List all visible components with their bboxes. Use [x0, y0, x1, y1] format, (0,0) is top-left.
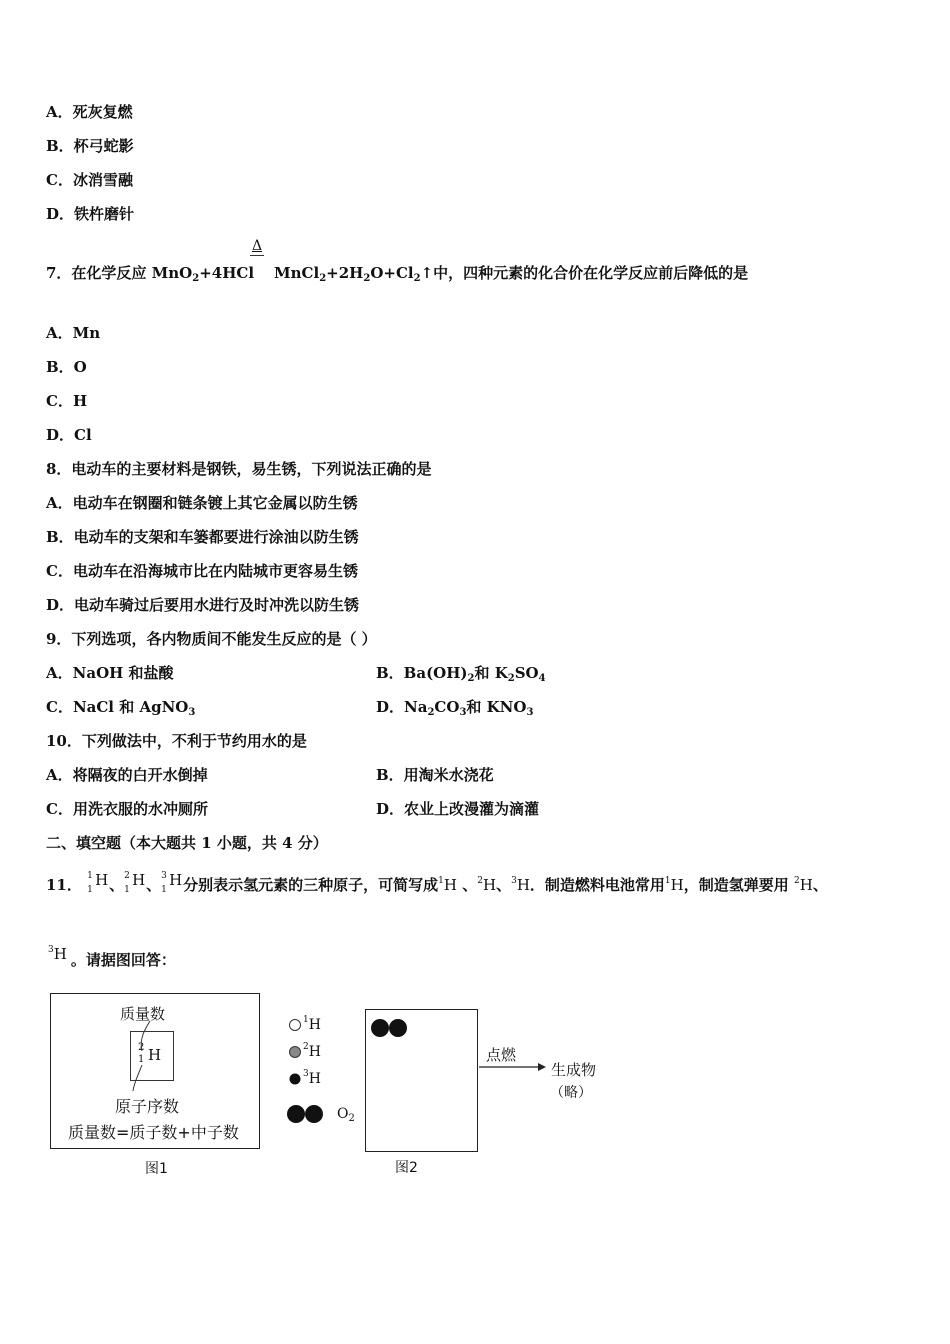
q7-option-c: C．H [46, 392, 88, 410]
q10-stem: 10．下列做法中，不利于节约用水的是 [46, 732, 307, 750]
q7-option-b: B．O [46, 358, 87, 376]
q10-option-a: A．将隔夜的白开水倒掉 [46, 766, 208, 784]
isotope-h1: 1 1 H [87, 871, 109, 895]
fig1-pointer-lines [115, 1015, 165, 1095]
fig1-nuclide-box: 2 1 H [130, 1031, 174, 1081]
q11-stem: 11． 1 1 H 、 2 1 H 、 3 1 H 分别表示氢元素的三种原子，可简写成$^1$H 、$^2$H、$^3$H．制造燃料电池常用$^1$H，制造氢弹要用 $^2$H、 [46, 871, 828, 895]
isotope-h3: 3 1 H [161, 871, 183, 895]
fig1-formula: 质量数=质子数+中子数 [68, 1123, 239, 1142]
product-note: （略） [550, 1085, 592, 1101]
o2-molecule-icon [287, 1105, 305, 1123]
legend-o2: $O_2$ [337, 1106, 355, 1124]
q8-option-b: B．电动车的支架和车篓都要进行涂油以防生锈 [46, 528, 359, 546]
q10-option-b: B．用淘米水浇花 [376, 766, 494, 784]
section-heading: 二、填空题（本大题共 1 小题，共 4 分） [46, 834, 328, 852]
q6-option-d: D．铁杵磨针 [46, 205, 135, 223]
q11-continuation: $^3$H 。请据图回答： [48, 945, 176, 969]
q7-option-d: D．Cl [46, 426, 92, 444]
q9-option-a: A．NaOH 和盐酸 [46, 664, 174, 682]
q9-option-d: D．$Na_2CO_3$和 $KNO_3$ [376, 698, 534, 718]
fig1-atomic-label: 原子序数 [115, 1097, 180, 1116]
arrow-label: 点燃 [486, 1046, 517, 1064]
q10-option-d: D．农业上改漫灌为滴灌 [376, 800, 540, 818]
legend-h1: $^1$H [303, 1015, 321, 1033]
q9-option-b: B．$Ba(OH)_2$和 $K_2SO_4$ [376, 664, 546, 684]
q8-option-a: A．电动车在钢圈和链条镀上其它金属以防生锈 [46, 494, 358, 512]
q6-option-c: C．冰消雪融 [46, 171, 133, 189]
fig1-caption: 图1 [145, 1161, 168, 1177]
h1-atom-icon [290, 1020, 301, 1031]
q7-option-a: A．Mn [46, 324, 101, 342]
q7-stem: 7．在化学反应 MnO$_2$+4HCl $MnCl_2+2H_2O+Cl_2↑$中，四种元素的化合价在化学反应前后降低的是 [46, 264, 749, 284]
q6-option-a: A．死灰复燃 [46, 103, 133, 121]
h3-atom-icon [290, 1074, 301, 1085]
q8-option-c: C．电动车在沿海城市比在内陆城市更容易生锈 [46, 562, 358, 580]
fig2-caption: 图2 [395, 1160, 418, 1176]
q8-stem: 8．电动车的主要材料是钢铁，易生锈，下列说法正确的是 [46, 460, 432, 478]
q8-option-d: D．电动车骑过后要用水进行及时冲洗以防生锈 [46, 596, 360, 614]
o2-molecule-in-box-icon [370, 1017, 415, 1039]
legend-h2: $^2$H [303, 1042, 321, 1060]
heat-symbol: Δ [251, 238, 263, 254]
q10-option-c: C．用洗衣服的水冲厕所 [46, 800, 208, 818]
h2-atom-icon [290, 1047, 301, 1058]
q6-option-b: B．杯弓蛇影 [46, 137, 134, 155]
q9-stem: 9．下列选项，各内物质间不能发生反应的是（ ） [46, 630, 377, 648]
q9-option-c: C．NaCl 和 AgNO$_3$ [46, 698, 196, 718]
product-label: 生成物 [551, 1061, 597, 1079]
fig1-mass-label: 质量数 [120, 1005, 166, 1023]
legend-h3: $^3$H [303, 1069, 321, 1087]
isotope-h2: 2 1 H [124, 871, 146, 895]
